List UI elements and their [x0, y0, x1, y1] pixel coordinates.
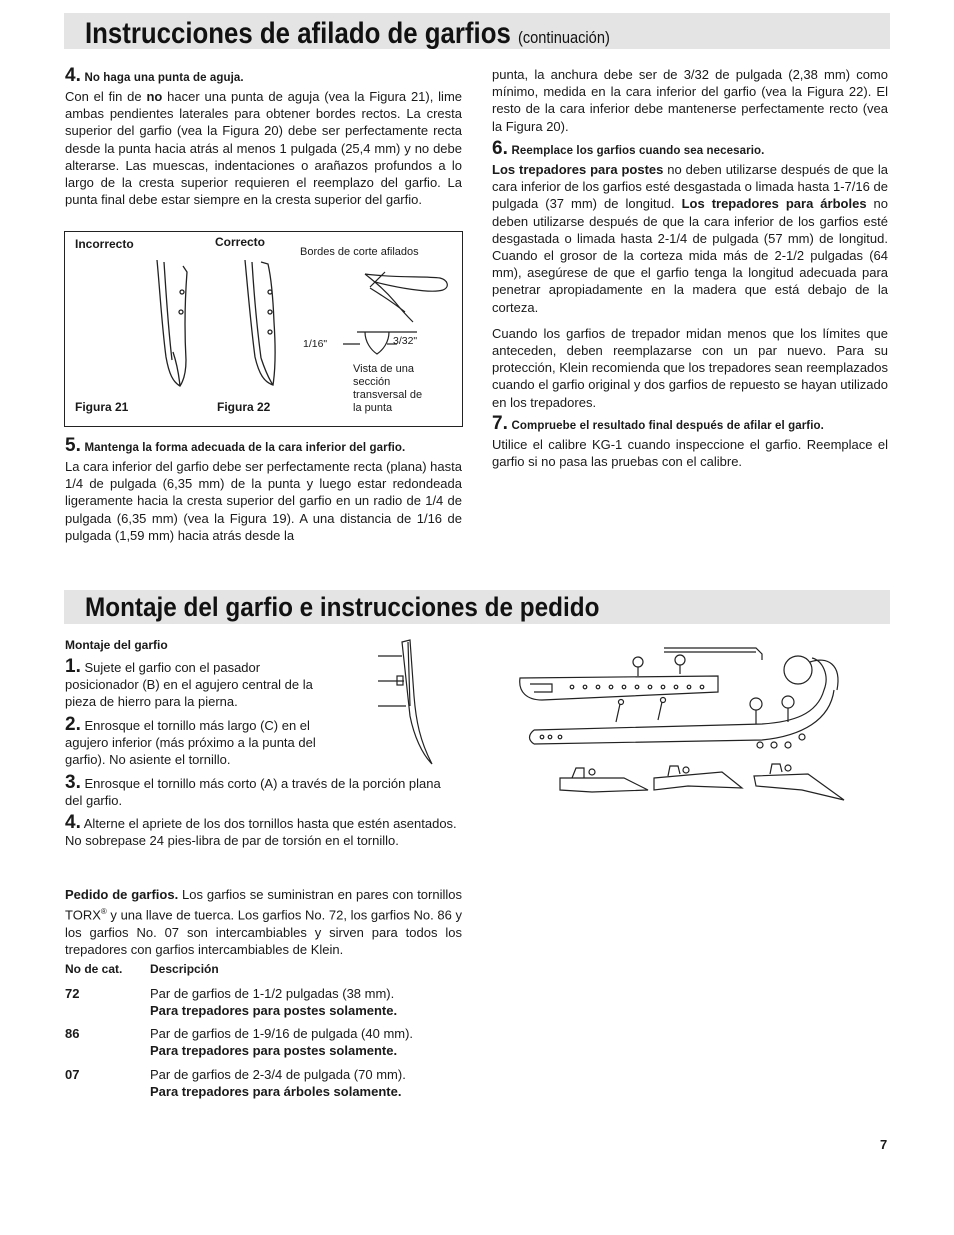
table-row-desc: Par de garfios de 1-9/16 de pulgada (40 mm). Para trepadores para postes solamente. — [150, 1026, 414, 1058]
table-row-cat: 86 — [65, 1026, 80, 1041]
label-incorrect: Incorrecto — [75, 237, 134, 251]
ordering-paragraph: Pedido de garfios. Los garfios se suministran en pares con tornillos TORX® y una llave de tuerca. Los garfios No. 72, los garfios No. 86 y los garfios No. 07 son intercambiables y sirven para todos los trepadores con garfios intercambiables de Klein. — [65, 887, 462, 957]
assembly-step-1: 1. Sujete el garfio con el pasador posicionador (B) en el agujero central de la pieza de hierro para la pierna. — [65, 656, 313, 710]
section-title-bar-2 — [64, 590, 890, 624]
table-row-cat: 72 — [65, 986, 80, 1001]
label-correct: Correcto — [215, 235, 266, 249]
page-number: 7 — [880, 1137, 888, 1152]
step-5: 5. Mantenga la forma adecuada de la cara inferior del garfio. La cara inferior del garfio debe ser perfectamente recta (plana) hasta 1/4 de pulgada (6,35 mm) de la punta y luego estar redondeada ligeramente hacia la cresta superior del garfio en un radio de 1/4 de pulgada (6,35 mm) (vea la Figura 19). A una distancia de 1/16 de pulgada (1,59 mm) hacia atrás desde la — [65, 435, 462, 543]
assembly-step-2: 2. Enrosque el tornillo más largo (C) en el agujero inferior (más próximo a la punta del garfio). No asiente el tornillo. — [65, 714, 316, 768]
col-desc-header: Descripción — [150, 962, 219, 976]
table-row-desc: Par de garfios de 2-3/4 de pulgada (70 mm). Para trepadores para árboles solamente. — [150, 1067, 406, 1099]
section-title: Montaje del garfio e instrucciones de pedido — [85, 592, 600, 622]
step-7: 7. Compruebe el resultado final después de afilar el garfio. Utilice el calibre KG-1 cuando inspeccione el garfio. Reemplace el garfio si no pasa las pruebas con el calibre. — [492, 413, 888, 470]
dim-1-16: 1/16" — [303, 338, 328, 350]
assembly-step-4: 4. Alterne el apriete de los dos tornillos hasta que estén asentados. No sobrepase 24 pies-libra de par de torsión en el tornillo. — [65, 812, 457, 849]
dim-3-32: 3/32" — [393, 335, 418, 347]
assembly-heading: Montaje del garfio — [65, 638, 168, 652]
gaff-kit-illustration — [512, 640, 892, 810]
gaff-drawings — [65, 232, 462, 426]
section-view-label: Vista de una sección transversal de la punta — [353, 363, 423, 414]
figure-21-22 — [64, 231, 463, 427]
step-6: 6. Reemplace los garfios cuando sea necesario. Los trepadores para postes no deben utilizarse después de que la cara inferior de los garfios esté desgastada o limada hasta 1-7/16 de pulgada (37 mm) de longitud. Los trepadores para árboles no deben utilizarse después de que la cara inferior de los garfios esté desgastada o limada hasta 2-1/4 de pulgada (57 mm) de longitud. Cuando el grosor de la corteza mida más de 2-1/2 pulgadas (64 mm), asegúrese de que el garfio tenga la longitud adecuada para penetrar apropiadamente en la madera que está debajo de la corteza. Cuando los garfios de trepador midan menos que los límites que anteceden, deben reemplazarse con un par nuevo. Para su protección, Klein recomienda que los trepadores sean reemplazados cuando el garfio original y dos garfios de repuesto se hayan utilizado en los trepadores. — [492, 138, 889, 410]
figure-21-label: Figura 21 — [75, 400, 129, 414]
table-row-desc: Par de garfios de 1-1/2 pulgadas (38 mm). Para trepadores para postes solamente. — [150, 986, 398, 1018]
figure-22-label: Figura 22 — [217, 400, 271, 414]
table-row-cat: 07 — [65, 1067, 80, 1082]
section-title-bar — [64, 13, 890, 49]
page-title: Instrucciones de afilado de garfios (continuación) — [85, 17, 610, 50]
col-cat-header: No de cat. — [65, 962, 123, 976]
step-4: 4. No haga una punta de aguja. Con el fin de no hacer una punta de aguja (vea la Figura 21), lime ambas pendientes laterales para obtener bordes rectos. La cresta superior del garfio (vea la Figura 20) debe ser perfectamente recta desde la punta hacia atrás al menos 1 pulgada (25,4 mm) y no debe alterarse. Las muescas, indentaciones o arañazos profundos a lo largo de la cresta superior requieren el reemplazo del garfio. La punta final debe estar siempre en la cresta superior del garfio. — [65, 65, 463, 208]
assembly-step-3: 3. Enrosque el tornillo más corto (A) a través de la porción plana del garfio. — [65, 772, 441, 809]
label-cutting-edges: Bordes de corte afilados — [300, 246, 419, 258]
gaff-assembly-sketch — [370, 636, 450, 768]
step-5-continued: punta, la anchura debe ser de 3/32 de pulgada (2,38 mm) como mínimo, medida en la cara inferior del garfio (vea la Figura 22). El resto de la cara inferior debe mantenerse perfectamente recto (vea la Figura 20). — [492, 67, 888, 134]
